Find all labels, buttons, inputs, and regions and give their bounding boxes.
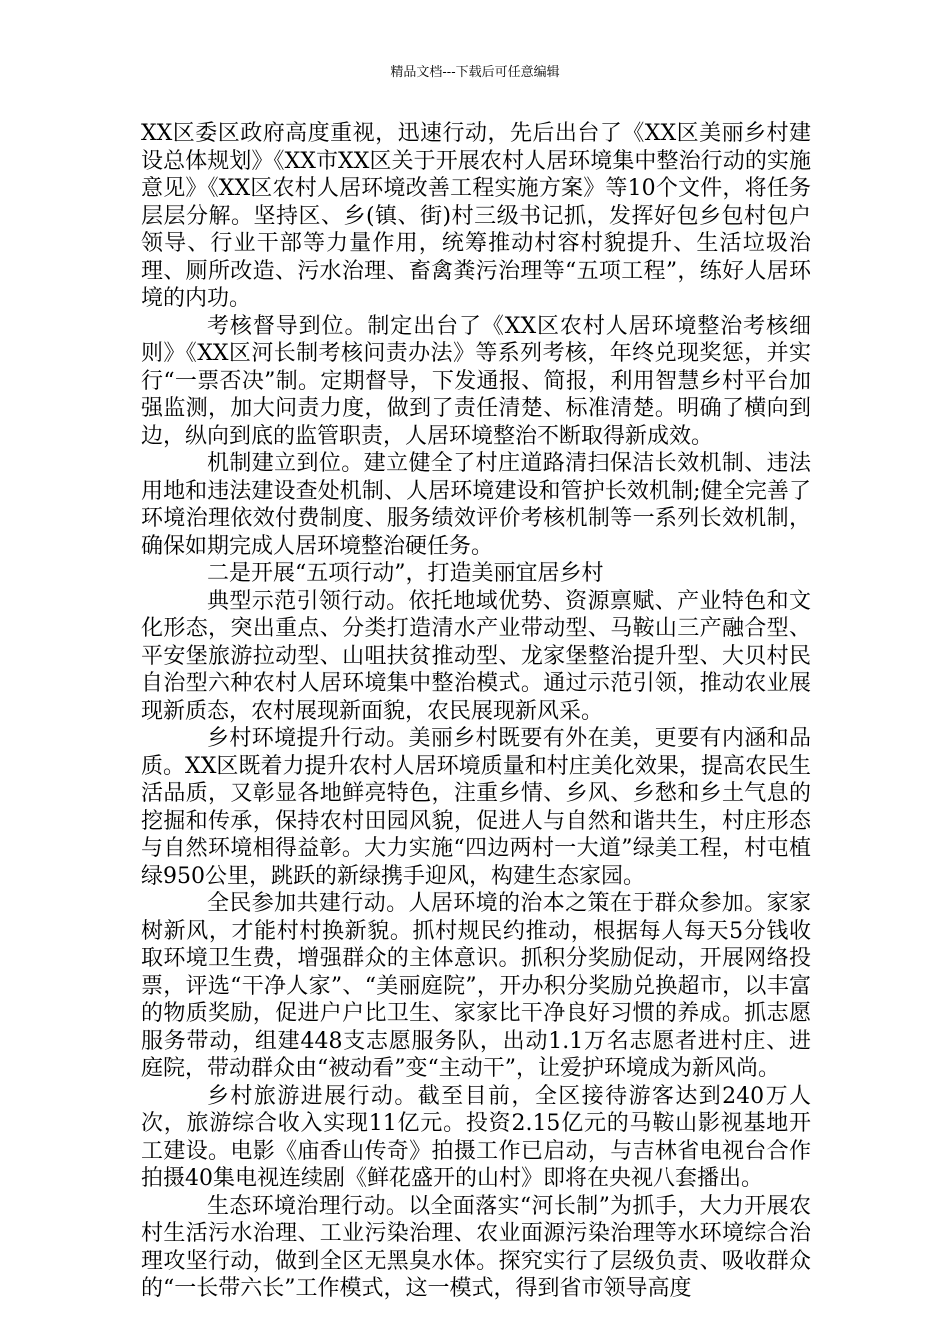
paragraph-mechanism: 机制建立到位。建立健全了村庄道路清扫保洁长效机制、违法用地和违法建设查处机制、人居环境建设和管护长效机制;健全完善了环境治理依效付费制度、服务绩效评价考核机制等一系列长效机制，确保如期完成人居环境整治硬任务。 — [141, 451, 811, 559]
paragraph-ecological-governance: 生态环境治理行动。以全面落实“河长制”为抓手，大力开展农村生活污水治理、工业污染治理、农业面源污染治理等水环境综合治理攻坚行动，做到全区无黑臭水体。探究实行了层级负责、吸收群众的“一长带六长”工作模式，这一模式，得到省市领导高度 — [141, 1193, 811, 1301]
paragraph-leadership: XX区委区政府高度重视，迅速行动，先后出台了《XX区美丽乡村建设总体规划》《XX市XX区关于开展农村人居环境集中整治行动的实施意见》《XX区农村人居环境改善工程实施方案》等10个文件，将任务层层分解。坚持区、乡(镇、街)村三级书记抓，发挥好包乡包村包户领导、行业干部等力量作用，统筹推动村容村貌提升、生活垃圾治理、厕所改造、污水治理、畜禽粪污治理等“五项工程”，练好人居环境的内功。 — [141, 121, 811, 311]
paragraph-rural-tourism: 乡村旅游进展行动。截至目前，全区接待游客达到240万人次，旅游综合收入实现11亿元。投资2.15亿元的马鞍山影视基地开工建设。电影《庙香山传奇》拍摄工作已启动，与吉林省电视台合作拍摄40集电视连续剧《鲜花盛开的山村》即将在央视八套播出。 — [141, 1083, 811, 1191]
paragraph-public-participation: 全民参加共建行动。人居环境的治本之策在于群众参加。家家树新风，才能村村换新貌。抓村规民约推动，根据每人每天5分钱收取环境卫生费，增强群众的主体意识。抓积分奖励促动，开展网络投票，评选“干净人家”、“美丽庭院”，开办积分奖励兑换超市，以丰富的物质奖励，促进户户比卫生、家家比干净良好习惯的养成。抓志愿服务带动，组建448支志愿服务队，出动1.1万名志愿者进村庄、进庭院，带动群众由“被动看”变“主动干”，让爱护环境成为新风尚。 — [141, 891, 811, 1081]
section-heading-five-actions: 二是开展“五项行动”，打造美丽宜居乡村 — [207, 561, 604, 586]
document-body — [141, 120, 811, 1303]
paragraph-assessment: 考核督导到位。制定出台了《XX区农村人居环境整治考核细则》《XX区河长制考核问责办法》等系列考核，年终兑现奖惩，并实行“一票否决”制。定期督导，下发通报、简报，利用智慧乡村平台加强监测，加大问责力度，做到了责任清楚、标准清楚。明确了横向到边，纵向到底的监管职责，人居环境整治不断取得新成效。 — [141, 313, 811, 449]
paragraph-environment-upgrade: 乡村环境提升行动。美丽乡村既要有外在美，更要有内涵和品质。XX区既着力提升农村人居环境质量和村庄美化效果，提高农民生活品质，又彰显各地鲜亮特色，注重乡情、乡风、乡愁和乡土气息的挖掘和传承，保持农村田园风貌，促进人与自然和谐共生，村庄形态与自然环境相得益彰。大力实施“四边两村一大道”绿美工程，村屯植绿950公里，跳跃的新绿携手迎风，构建生态家园。 — [141, 726, 811, 889]
paragraph-demonstration: 典型示范引领行动。依托地域优势、资源禀赋、产业特色和文化形态，突出重点、分类打造清水产业带动型、马鞍山三产融合型、平安堡旅游拉动型、山咀扶贫推动型、龙家堡整治提升型、大贝村民自治型六种农村人居环境集中整治模式。通过示范引领，推动农业展现新质态，农村展现新面貌，农民展现新风采。 — [141, 588, 811, 724]
page-header: 精品文档---下载后可任意编辑 — [390, 65, 560, 80]
